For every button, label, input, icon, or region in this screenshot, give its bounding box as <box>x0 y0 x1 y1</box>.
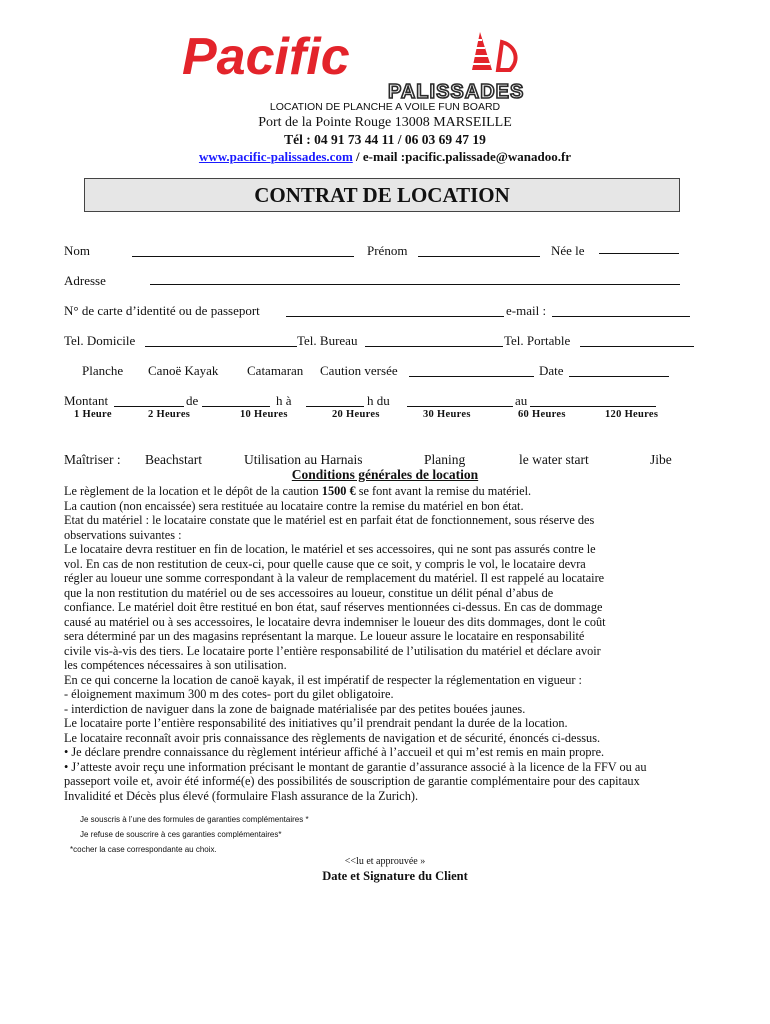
label-de: de <box>186 393 199 408</box>
contract-title-box <box>84 178 680 212</box>
conditions-line: observations suivantes : <box>64 527 182 542</box>
logo-graphic <box>180 26 610 102</box>
field-nee-le[interactable] <box>599 252 679 254</box>
option-canoe-kayak[interactable]: Canoë Kayak <box>148 363 219 378</box>
conditions-heading: Conditions générales de location <box>291 467 479 482</box>
field-caution[interactable] <box>409 375 534 377</box>
option-catamaran[interactable]: Catamaran <box>247 363 304 378</box>
field-carte[interactable] <box>286 315 504 317</box>
label-h-a: h à <box>276 393 292 408</box>
skill-option[interactable]: Jibe <box>650 452 672 467</box>
conditions-line: causé au matériel ou à ses accessoires, le locataire devra indemniser le loueur des dits dommages, dont le coût <box>64 614 606 629</box>
skill-option[interactable]: le water start <box>519 452 589 467</box>
website-link[interactable]: www.pacific-palissades.com <box>198 149 353 164</box>
lu-approuve: <<lu et approuvée » <box>344 856 426 867</box>
options-note: *cocher la case correspondante au choix. <box>70 845 217 854</box>
label-email: e-mail : <box>506 303 547 318</box>
logo-sub-text: PALISSADES <box>388 81 525 102</box>
option-planche[interactable]: Planche <box>82 363 124 378</box>
conditions-line: passeport voile et, avoir été informé(e) des possibilités de souscription de garantie complémentaire pour des capitaux <box>64 774 640 788</box>
conditions-line: Etat du matériel : le locataire constate que le matériel est en parfait état de fonctionnement, sous réserve des <box>64 513 595 527</box>
field-adresse[interactable] <box>150 283 680 285</box>
field-de[interactable] <box>202 405 270 407</box>
label-nee-le: Née le <box>551 243 585 258</box>
conditions-line: La caution (non encaissée) sera restituée au locataire contre la remise du matériel en bon état. <box>64 498 524 513</box>
label-caution: Caution versée <box>320 363 398 378</box>
label-tel-bureau: Tel. Bureau <box>297 333 358 348</box>
conditions-line: Invalidité et Décès plus élevé (formulaire Flash assurance de la Zurich). <box>64 788 419 803</box>
option-refuse[interactable]: Je refuse de souscrire à ces garanties complémentaires* <box>80 830 282 839</box>
duration-option[interactable]: 2 Heures <box>148 409 191 420</box>
header-email: / e-mail :pacific.palissade@wanadoo.fr <box>352 149 572 164</box>
duration-option[interactable]: 10 Heures <box>240 409 288 420</box>
field-date[interactable] <box>569 375 669 377</box>
label-maitriser: Maîtriser : <box>64 452 121 467</box>
label-tel-domicile: Tel. Domicile <box>64 333 136 348</box>
duration-option[interactable]: 1 Heure <box>74 409 112 420</box>
label-date: Date <box>539 363 564 378</box>
field-au[interactable] <box>530 405 656 407</box>
header-line-1: LOCATION DE PLANCHE A VOILE FUN BOARD <box>269 101 501 113</box>
label-carte: N° de carte d’identité ou de passeport <box>64 303 260 318</box>
conditions-line: les compétences nécessaires à son utilisation. <box>64 658 287 672</box>
conditions-line: sera déterminé par un des magasins représentant la marque. Le loueur assure le locataire en responsabilité <box>64 629 585 643</box>
duration-option[interactable]: 60 Heures <box>518 409 566 420</box>
field-tel-bureau[interactable] <box>365 345 503 347</box>
conditions-line: • Je déclare prendre connaissance du règlement intérieur affiché à l’accueil et qui m’est remis en main propre. <box>64 745 605 759</box>
option-subscribe[interactable]: Je souscris à l’une des formules de garanties complémentaires * <box>80 815 309 824</box>
label-montant: Montant <box>64 393 109 408</box>
conditions-line: civile vis-à-vis des tiers. Le locataire porte l’entière responsabilité de l’utilisation du matériel et déclare avoir <box>64 643 601 658</box>
duration-option[interactable]: 30 Heures <box>423 409 471 420</box>
field-montant[interactable] <box>114 405 184 407</box>
skill-option[interactable]: Beachstart <box>145 452 202 467</box>
conditions-line: Le locataire reconnaît avoir pris connaissance des règlements de navigation et de sécurité, énoncés ci-dessus. <box>64 730 601 745</box>
conditions-line: confiance. Le matériel doit être restitué en bon état, sauf réserves mentionnées ci-dessus. En cas de dommage <box>64 600 603 614</box>
duration-option[interactable]: 20 Heures <box>332 409 380 420</box>
conditions-line: • J’atteste avoir reçu une information précisant le montant de garantie d’assurance associé à la licence de la FFV ou au <box>64 759 647 774</box>
field-email[interactable] <box>552 315 690 317</box>
conditions-line: Le locataire devra restituer en fin de location, le matériel et ses accessoires, qui ne sont pas assurés contre le <box>64 542 596 556</box>
logo-brand-text: Pacific <box>182 28 350 86</box>
field-h-a[interactable] <box>306 405 364 407</box>
label-au: au <box>515 393 528 408</box>
conditions-line: En ce qui concerne la location de canoë kayak, il est impératif de respecter la réglementation en vigueur : <box>64 672 582 687</box>
label-adresse: Adresse <box>64 273 106 288</box>
conditions-line: régler au loueur une somme correspondant à la valeur de remplacement du matériel. Il est rappelé au locataire <box>64 571 605 585</box>
contract-title: CONTRAT DE LOCATION <box>254 182 510 207</box>
conditions-line: vol. En cas de non restitution de ceux-ci, pour quelle cause que ce soit, y compris le vol, le locataire devra <box>64 556 586 571</box>
field-nom[interactable] <box>132 255 354 257</box>
field-tel-portable[interactable] <box>580 345 694 347</box>
header-contact <box>0 149 770 165</box>
pacific-palissades-logo <box>180 26 610 102</box>
field-h-du[interactable] <box>407 405 513 407</box>
header-phone: Tél : 04 91 73 44 11 / 06 03 69 47 19 <box>284 132 486 147</box>
conditions-text <box>64 484 744 803</box>
skill-option[interactable]: Utilisation au Harnais <box>244 452 363 467</box>
label-tel-portable: Tel. Portable <box>504 333 571 348</box>
label-nom: Nom <box>64 243 90 258</box>
conditions-line: Le locataire porte l’entière responsabilité des initiatives qu’il prendrait pendant la durée de la location. <box>64 716 568 730</box>
label-prenom: Prénom <box>367 243 408 258</box>
conditions-line: - interdiction de naviguer dans la zone de baignade matérialisée par des petites bouées jaunes. <box>64 701 526 716</box>
header-address: Port de la Pointe Rouge 13008 MARSEILLE <box>258 115 512 130</box>
conditions-line: - éloignement maximum 300 m des cotes- port du gilet obligatoire. <box>64 687 394 701</box>
duration-option[interactable]: 120 Heures <box>605 409 659 420</box>
skill-option[interactable]: Planing <box>424 452 466 467</box>
field-prenom[interactable] <box>418 255 540 257</box>
conditions-line: que la non restitution du matériel ou de ses accessoires au loueur, constitue un délit pénal d’abus de <box>64 585 554 600</box>
field-tel-domicile[interactable] <box>145 345 297 347</box>
signature-label: Date et Signature du Client <box>322 869 468 883</box>
conditions-line: Le règlement de la location et le dépôt de la caution 1500 € se font avant la remise du matériel. <box>64 484 532 498</box>
label-h-du: h du <box>367 393 390 408</box>
